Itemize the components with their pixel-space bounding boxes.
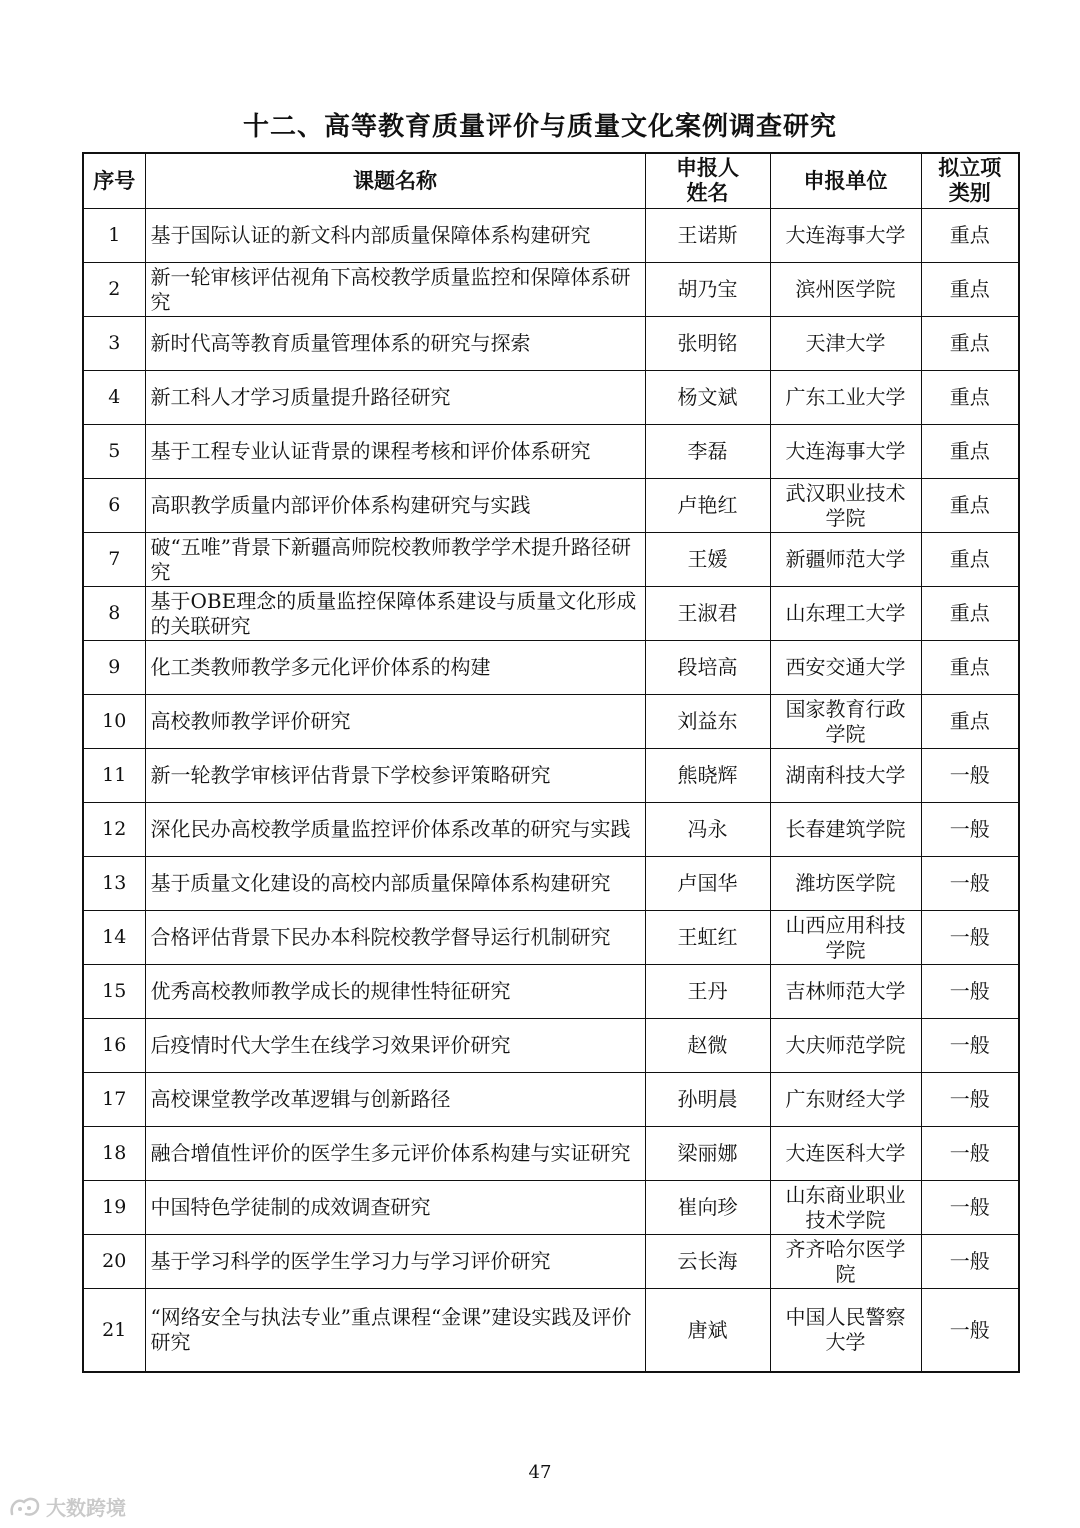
project-title: 新一轮教学审核评估背景下学校参评策略研究 xyxy=(145,749,645,803)
applicant-name: 胡乃宝 xyxy=(645,263,770,317)
project-category: 一般 xyxy=(921,749,1019,803)
row-number: 19 xyxy=(83,1181,145,1235)
applicant-name: 崔向珍 xyxy=(645,1181,770,1235)
table-row xyxy=(83,857,1019,911)
applicant-unit: 西安交通大学 xyxy=(770,641,921,695)
project-category: 重点 xyxy=(921,425,1019,479)
project-title: 合格评估背景下民办本科院校教学督导运行机制研究 xyxy=(145,911,645,965)
header-title: 课题名称 xyxy=(145,153,645,209)
project-category: 重点 xyxy=(921,533,1019,587)
row-number: 13 xyxy=(83,857,145,911)
applicant-unit: 滨州医学院 xyxy=(770,263,921,317)
row-number: 21 xyxy=(83,1289,145,1373)
table-row xyxy=(83,425,1019,479)
row-number: 15 xyxy=(83,965,145,1019)
watermark-text: 大数跨境 xyxy=(46,1496,126,1520)
project-title: 高职教学质量内部评价体系构建研究与实践 xyxy=(145,479,645,533)
project-category: 重点 xyxy=(921,209,1019,263)
project-table xyxy=(82,152,1020,1373)
table-row xyxy=(83,641,1019,695)
project-title: 后疫情时代大学生在线学习效果评价研究 xyxy=(145,1019,645,1073)
table-row xyxy=(83,695,1019,749)
applicant-name: 梁丽娜 xyxy=(645,1127,770,1181)
applicant-unit: 大庆师范学院 xyxy=(770,1019,921,1073)
applicant-unit: 大连海事大学 xyxy=(770,209,921,263)
project-title: 基于质量文化建设的高校内部质量保障体系构建研究 xyxy=(145,857,645,911)
page-number: 47 xyxy=(528,1462,552,1483)
project-title: 新一轮审核评估视角下高校教学质量监控和保障体系研究 xyxy=(145,263,645,317)
applicant-name: 杨文斌 xyxy=(645,371,770,425)
row-number: 3 xyxy=(83,317,145,371)
applicant-name: 张明铭 xyxy=(645,317,770,371)
applicant-unit: 齐齐哈尔医学院 xyxy=(770,1235,921,1289)
project-title: 高校课堂教学改革逻辑与创新路径 xyxy=(145,1073,645,1127)
applicant-unit: 大连医科大学 xyxy=(770,1127,921,1181)
applicant-name: 唐斌 xyxy=(645,1289,770,1373)
applicant-name: 云长海 xyxy=(645,1235,770,1289)
table-row xyxy=(83,1019,1019,1073)
applicant-name: 王丹 xyxy=(645,965,770,1019)
row-number: 8 xyxy=(83,587,145,641)
table-row xyxy=(83,209,1019,263)
project-category: 一般 xyxy=(921,803,1019,857)
table-row xyxy=(83,263,1019,317)
row-number: 9 xyxy=(83,641,145,695)
applicant-name: 孙明晨 xyxy=(645,1073,770,1127)
project-category: 重点 xyxy=(921,587,1019,641)
row-number: 1 xyxy=(83,209,145,263)
table-row xyxy=(83,749,1019,803)
table-row xyxy=(83,965,1019,1019)
project-category: 重点 xyxy=(921,371,1019,425)
applicant-unit: 武汉职业技术学院 xyxy=(770,479,921,533)
applicant-name: 卢国华 xyxy=(645,857,770,911)
table-row xyxy=(83,479,1019,533)
project-title: 基于国际认证的新文科内部质量保障体系构建研究 xyxy=(145,209,645,263)
row-number: 14 xyxy=(83,911,145,965)
applicant-name: 王诺斯 xyxy=(645,209,770,263)
row-number: 11 xyxy=(83,749,145,803)
project-category: 一般 xyxy=(921,965,1019,1019)
header-no: 序号 xyxy=(83,153,145,209)
header-name: 申报人姓名 xyxy=(645,153,770,209)
applicant-unit: 广东财经大学 xyxy=(770,1073,921,1127)
project-title: 化工类教师教学多元化评价体系的构建 xyxy=(145,641,645,695)
applicant-unit: 天津大学 xyxy=(770,317,921,371)
applicant-unit: 国家教育行政学院 xyxy=(770,695,921,749)
table-row xyxy=(83,371,1019,425)
row-number: 20 xyxy=(83,1235,145,1289)
watermark xyxy=(8,1492,126,1521)
applicant-unit: 大连海事大学 xyxy=(770,425,921,479)
applicant-name: 刘益东 xyxy=(645,695,770,749)
applicant-name: 李磊 xyxy=(645,425,770,479)
applicant-name: 王淑君 xyxy=(645,587,770,641)
project-category: 一般 xyxy=(921,911,1019,965)
project-category: 一般 xyxy=(921,1181,1019,1235)
project-category: 重点 xyxy=(921,317,1019,371)
table-row xyxy=(83,1073,1019,1127)
applicant-unit: 山西应用科技学院 xyxy=(770,911,921,965)
applicant-name: 段培高 xyxy=(645,641,770,695)
project-category: 一般 xyxy=(921,1019,1019,1073)
project-title: 基于学习科学的医学生学习力与学习评价研究 xyxy=(145,1235,645,1289)
project-title: 中国特色学徒制的成效调查研究 xyxy=(145,1181,645,1235)
project-title: 基于工程专业认证背景的课程考核和评价体系研究 xyxy=(145,425,645,479)
table-row xyxy=(83,1289,1019,1373)
row-number: 18 xyxy=(83,1127,145,1181)
document-title: 十二、高等教育质量评价与质量文化案例调查研究 xyxy=(242,112,837,142)
table-row xyxy=(83,1235,1019,1289)
project-category: 重点 xyxy=(921,263,1019,317)
project-title: 破“五唯”背景下新疆高师院校教师教学学术提升路径研究 xyxy=(145,533,645,587)
applicant-unit: 山东商业职业技术学院 xyxy=(770,1181,921,1235)
project-category: 重点 xyxy=(921,479,1019,533)
project-title: 融合增值性评价的医学生多元评价体系构建与实证研究 xyxy=(145,1127,645,1181)
project-title: “网络安全与执法专业”重点课程“金课”建设实践及评价研究 xyxy=(145,1289,645,1373)
project-title: 基于OBE理念的质量监控保障体系建设与质量文化形成的关联研究 xyxy=(145,587,645,641)
row-number: 17 xyxy=(83,1073,145,1127)
project-category: 重点 xyxy=(921,641,1019,695)
table-row xyxy=(83,803,1019,857)
applicant-unit: 山东理工大学 xyxy=(770,587,921,641)
table-body xyxy=(83,209,1019,1373)
row-number: 7 xyxy=(83,533,145,587)
applicant-unit: 新疆师范大学 xyxy=(770,533,921,587)
table-row xyxy=(83,587,1019,641)
applicant-unit: 吉林师范大学 xyxy=(770,965,921,1019)
table-row xyxy=(83,911,1019,965)
project-category: 一般 xyxy=(921,1289,1019,1373)
applicant-unit: 潍坊医学院 xyxy=(770,857,921,911)
project-category: 重点 xyxy=(921,695,1019,749)
row-number: 6 xyxy=(83,479,145,533)
header-type: 拟立项类别 xyxy=(921,153,1019,209)
applicant-name: 卢艳红 xyxy=(645,479,770,533)
project-title: 优秀高校教师教学成长的规律性特征研究 xyxy=(145,965,645,1019)
row-number: 2 xyxy=(83,263,145,317)
applicant-name: 赵微 xyxy=(645,1019,770,1073)
row-number: 12 xyxy=(83,803,145,857)
project-category: 一般 xyxy=(921,857,1019,911)
applicant-unit: 长春建筑学院 xyxy=(770,803,921,857)
row-number: 4 xyxy=(83,371,145,425)
project-title: 新时代高等教育质量管理体系的研究与探索 xyxy=(145,317,645,371)
applicant-name: 熊晓辉 xyxy=(645,749,770,803)
project-category: 一般 xyxy=(921,1073,1019,1127)
applicant-name: 冯永 xyxy=(645,803,770,857)
table-row xyxy=(83,317,1019,371)
applicant-name: 王媛 xyxy=(645,533,770,587)
applicant-name: 王虹红 xyxy=(645,911,770,965)
project-title: 高校教师教学评价研究 xyxy=(145,695,645,749)
row-number: 10 xyxy=(83,695,145,749)
applicant-unit: 广东工业大学 xyxy=(770,371,921,425)
header-unit: 申报单位 xyxy=(770,153,921,209)
watermark-logo-icon xyxy=(8,1494,42,1520)
project-category: 一般 xyxy=(921,1235,1019,1289)
project-title: 新工科人才学习质量提升路径研究 xyxy=(145,371,645,425)
table-row xyxy=(83,533,1019,587)
table-header-row xyxy=(83,153,1019,209)
row-number: 5 xyxy=(83,425,145,479)
row-number: 16 xyxy=(83,1019,145,1073)
applicant-unit: 中国人民警察大学 xyxy=(770,1289,921,1373)
project-title: 深化民办高校教学质量监控评价体系改革的研究与实践 xyxy=(145,803,645,857)
table-row xyxy=(83,1127,1019,1181)
table-row xyxy=(83,1181,1019,1235)
applicant-unit: 湖南科技大学 xyxy=(770,749,921,803)
project-category: 一般 xyxy=(921,1127,1019,1181)
